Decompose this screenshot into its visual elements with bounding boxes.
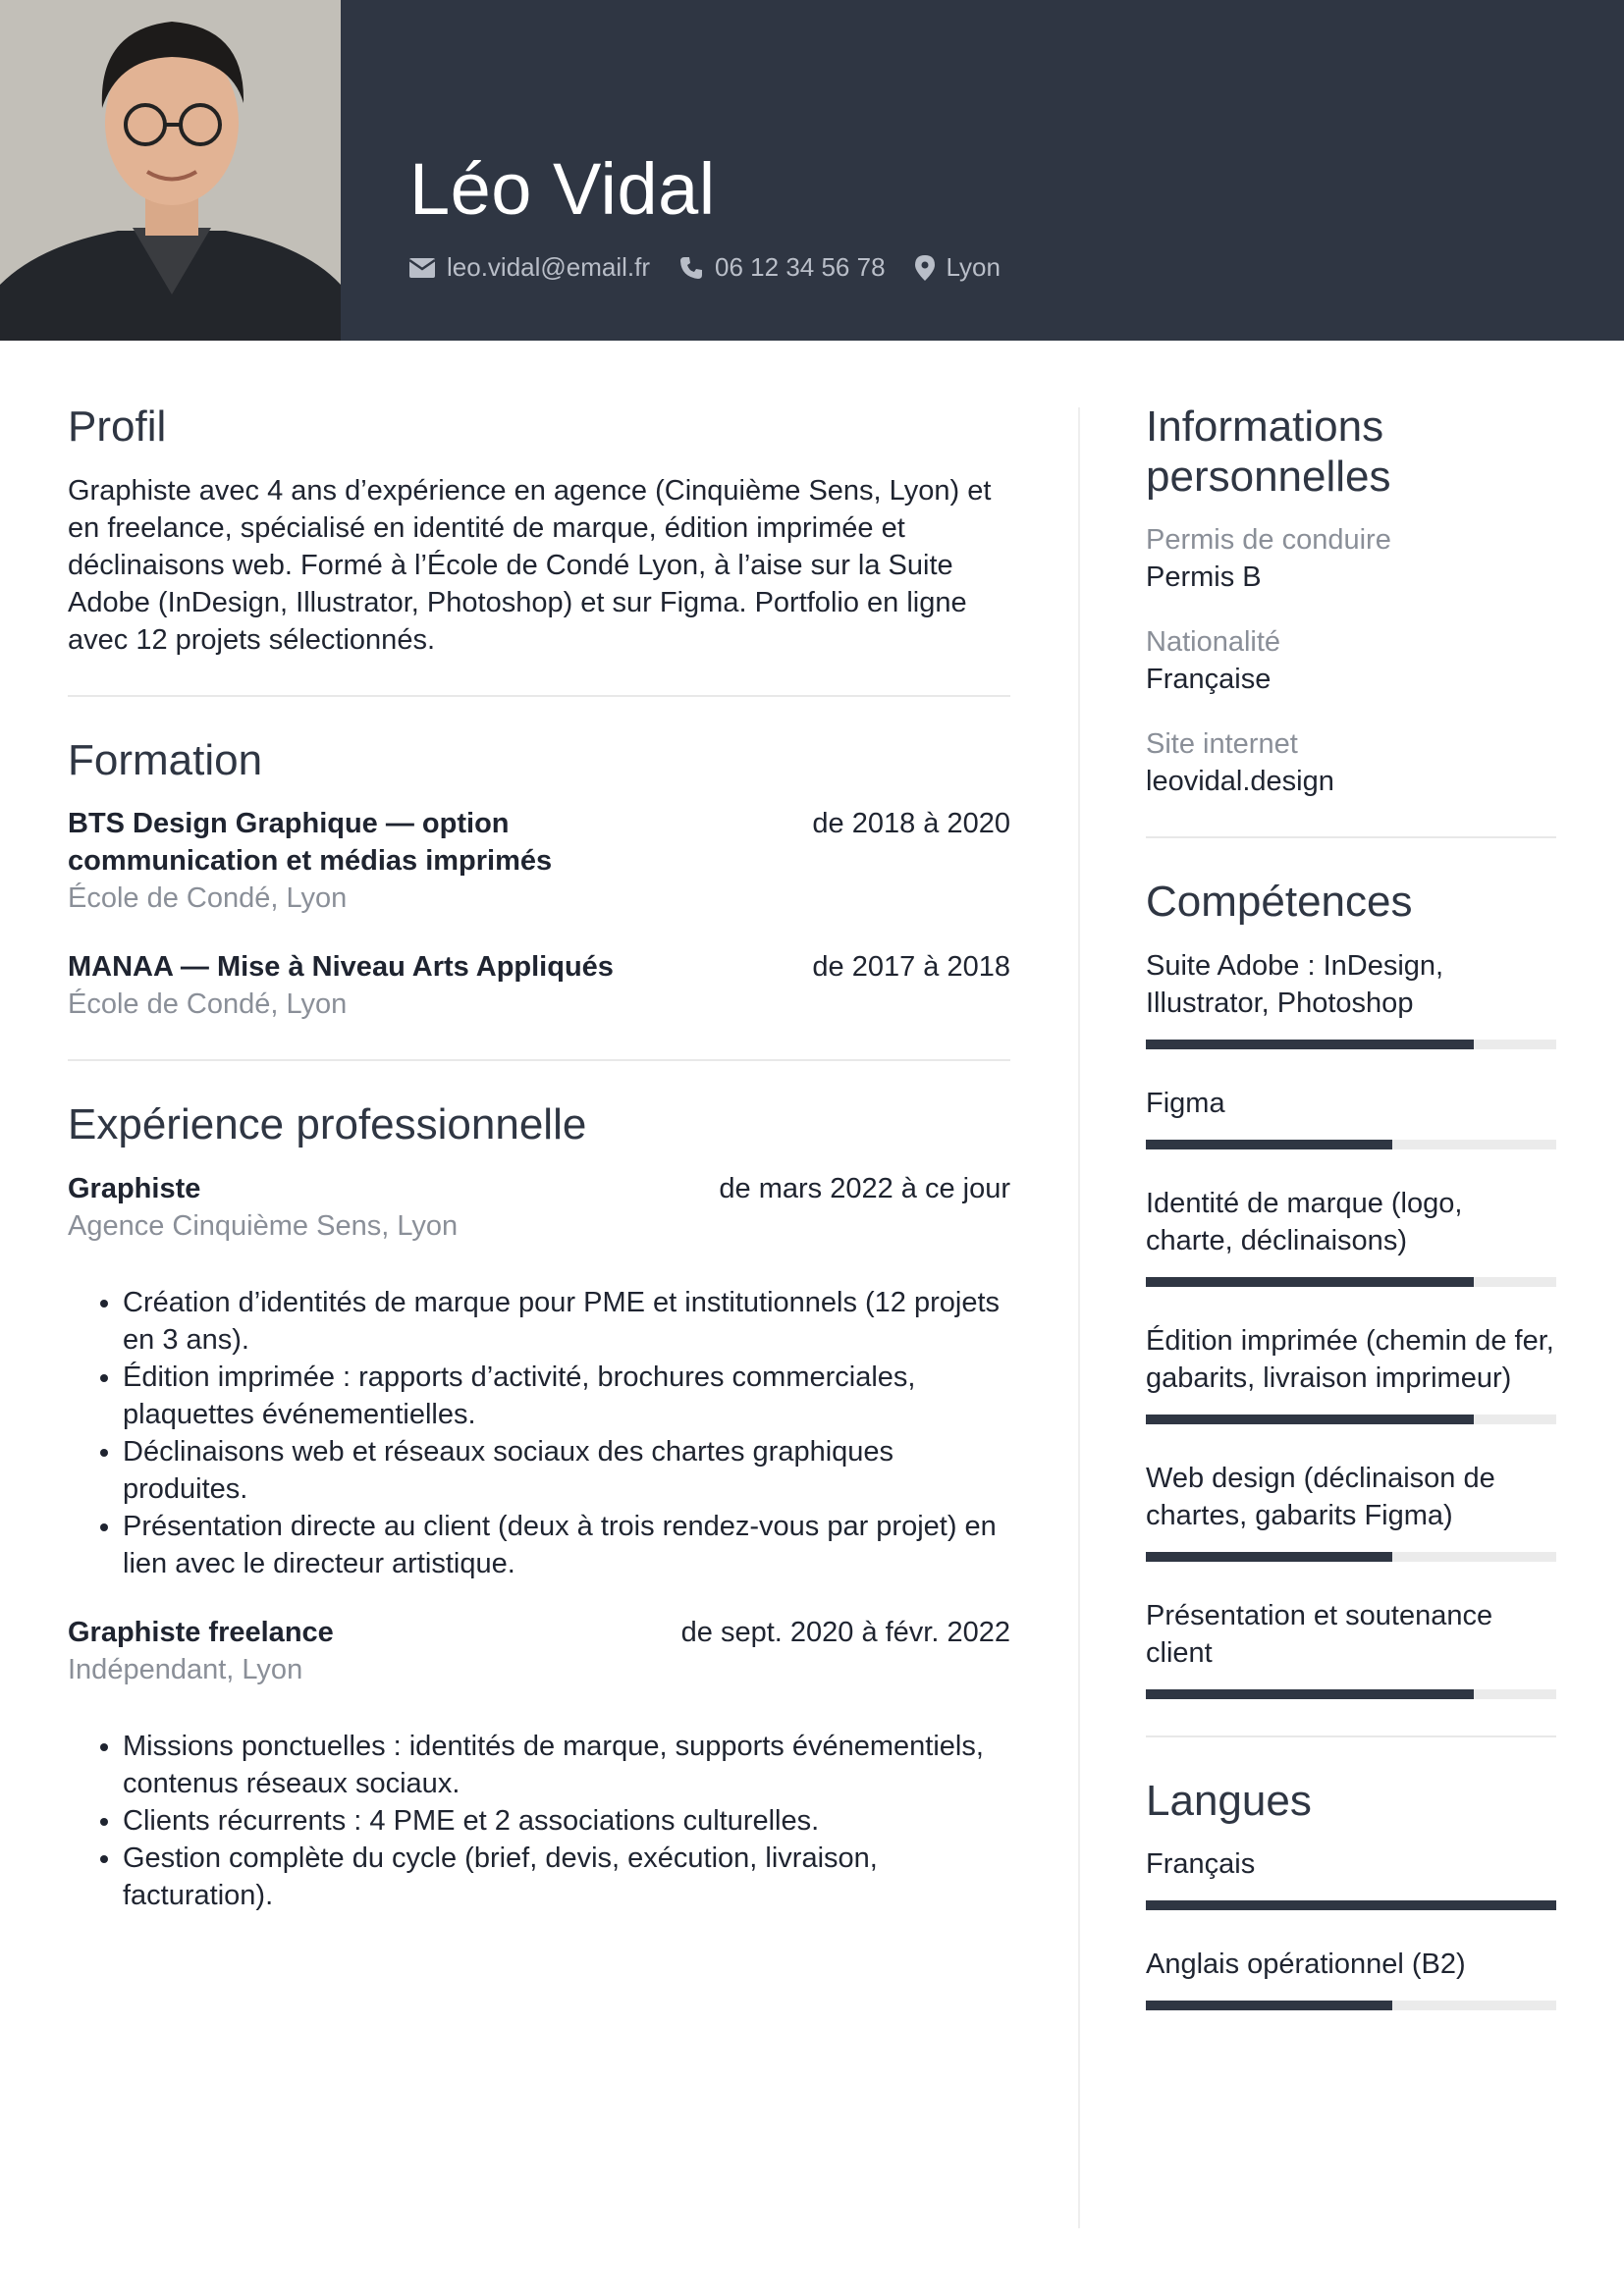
contact-email[interactable]	[409, 252, 650, 283]
job-company: Agence Cinquième Sens, Lyon	[68, 1209, 459, 1242]
job-company: Indépendant, Lyon	[68, 1653, 303, 1685]
skill-level-fill	[1146, 1140, 1392, 1149]
list-item: • Présentation directe au client (deux à trois rendez-vous par projet) en lien avec le directeur artistique.	[123, 1508, 1010, 1582]
skill-level-bar	[1146, 1040, 1556, 1049]
formation-title: BTS Design Graphique — option communication et médias imprimés	[68, 808, 553, 878]
section-title-competences: Compétences	[1146, 878, 1413, 927]
main-column	[68, 402, 1010, 1946]
section-title-langues: Langues	[1146, 1776, 1312, 1825]
column-divider	[1078, 407, 1080, 2228]
section-title-formation: Formation	[68, 735, 263, 784]
skill-label: Web design (déclinaison de chartes, gabarits Figma)	[1146, 1462, 1495, 1531]
skill-level-fill	[1146, 1040, 1474, 1049]
skill-level-bar	[1146, 1689, 1556, 1699]
skill-label: Identité de marque (logo, charte, déclinaisons)	[1146, 1187, 1463, 1256]
skill-item	[1146, 947, 1556, 1049]
job-title: Graphiste	[68, 1172, 201, 1204]
experience-section	[68, 1100, 1010, 1914]
skill-level-bar	[1146, 1277, 1556, 1287]
formation-entry	[68, 805, 1010, 917]
section-title-profil: Profil	[68, 402, 167, 451]
info-label: Nationalité	[1146, 626, 1281, 659]
formation-date: de 2017 à 2018	[812, 951, 1010, 984]
language-label: Français	[1146, 1848, 1256, 1881]
skill-item	[1146, 1460, 1556, 1562]
language-item	[1146, 1946, 1556, 2010]
candidate-name: Léo Vidal	[409, 148, 716, 230]
phone-text: 06 12 34 56 78	[715, 252, 886, 282]
infos-section	[1146, 402, 1556, 800]
list-item: • Clients récurrents : 4 PME et 2 associations culturelles.	[123, 1802, 1010, 1840]
list-item: • Déclinaisons web et réseaux sociaux des chartes graphiques produites.	[123, 1433, 1010, 1508]
skill-level-fill	[1146, 1552, 1392, 1562]
contact-phone[interactable]	[679, 252, 886, 283]
info-item	[1146, 725, 1556, 800]
language-level-bar	[1146, 1900, 1556, 1910]
skill-level-fill	[1146, 1277, 1474, 1287]
skill-item	[1146, 1322, 1556, 1424]
language-label: Anglais opérationnel (B2)	[1146, 1949, 1466, 1981]
envelope-icon	[409, 258, 435, 278]
skill-label: Figma	[1146, 1087, 1225, 1119]
skill-label: Suite Adobe : InDesign, Illustrator, Photoshop	[1146, 949, 1444, 1019]
langues-section	[1146, 1777, 1556, 2011]
skill-item	[1146, 1085, 1556, 1149]
list-item: • Édition imprimée : rapports d’activité, brochures commerciales, plaquettes événementielles.	[123, 1359, 1010, 1433]
language-item	[1146, 1845, 1556, 1910]
email-text: leo.vidal@email.fr	[447, 252, 651, 282]
header-banner	[0, 0, 1624, 341]
experience-entry	[68, 1614, 1010, 1914]
job-date: de sept. 2020 à févr. 2022	[680, 1616, 1010, 1648]
location-text: Lyon	[946, 252, 1001, 282]
info-value: leovidal.design	[1146, 766, 1334, 798]
formation-title: MANAA — Mise à Niveau Arts Appliqués	[68, 951, 614, 984]
skill-level-fill	[1146, 1689, 1474, 1699]
contact-location	[915, 252, 1001, 283]
formation-date: de 2018 à 2020	[812, 808, 1010, 840]
section-divider	[68, 695, 1010, 697]
list-item: • Gestion complète du cycle (brief, devis, exécution, livraison, facturation).	[123, 1840, 1010, 1914]
job-date: de mars 2022 à ce jour	[719, 1172, 1010, 1204]
info-value: Française	[1146, 664, 1272, 696]
skill-level-bar	[1146, 1552, 1556, 1562]
skill-item	[1146, 1597, 1556, 1699]
skill-level-bar	[1146, 1415, 1556, 1424]
section-title-infos: Informations personnelles	[1146, 402, 1391, 501]
skill-label: Présentation et soutenance client	[1146, 1599, 1493, 1669]
job-bullets	[68, 1284, 1010, 1582]
skill-level-fill	[1146, 1415, 1474, 1424]
skill-item	[1146, 1185, 1556, 1287]
info-item	[1146, 521, 1556, 596]
skill-label: Édition imprimée (chemin de fer, gabarits, livraison imprimeur)	[1146, 1324, 1554, 1394]
competences-section	[1146, 878, 1556, 1699]
info-value: Permis B	[1146, 561, 1262, 594]
formation-school: École de Condé, Lyon	[68, 988, 348, 1021]
location-pin-icon	[915, 255, 935, 281]
language-level-fill	[1146, 1900, 1556, 1910]
info-label: Site internet	[1146, 728, 1298, 761]
formation-school: École de Condé, Lyon	[68, 882, 348, 915]
phone-icon	[679, 256, 703, 280]
info-label: Permis de conduire	[1146, 524, 1391, 557]
sidebar-column	[1146, 402, 1556, 2046]
formation-section	[68, 736, 1010, 1024]
contact-row	[409, 252, 1030, 283]
experience-entry	[68, 1170, 1010, 1582]
section-divider	[1146, 836, 1556, 838]
job-title: Graphiste freelance	[68, 1616, 334, 1648]
list-item: • Missions ponctuelles : identités de marque, supports événementiels, contenus réseaux sociaux.	[123, 1728, 1010, 1802]
language-level-bar	[1146, 2001, 1556, 2010]
formation-entry	[68, 948, 1010, 1023]
language-level-fill	[1146, 2001, 1392, 2010]
section-title-experience: Expérience professionnelle	[68, 1100, 587, 1149]
job-bullets	[68, 1728, 1010, 1914]
section-divider	[68, 1059, 1010, 1061]
list-item: • Création d’identités de marque pour PME et institutionnels (12 projets en 3 ans).	[123, 1284, 1010, 1359]
profile-photo	[0, 0, 341, 341]
profile-text: Graphiste avec 4 ans d’expérience en agence (Cinquième Sens, Lyon) et en freelance, spécialisé en identité de marque, édition imprimée et déclinaisons web. Formé à l’École de Condé Lyon, à l’aise sur la Suite Adobe (InDesign, Illustrator, Photoshop) et sur Figma. Portfolio en ligne avec 12 projets sélectionnés.	[68, 474, 992, 656]
info-item	[1146, 623, 1556, 698]
skill-level-bar	[1146, 1140, 1556, 1149]
profile-section	[68, 402, 1010, 659]
section-divider	[1146, 1735, 1556, 1737]
